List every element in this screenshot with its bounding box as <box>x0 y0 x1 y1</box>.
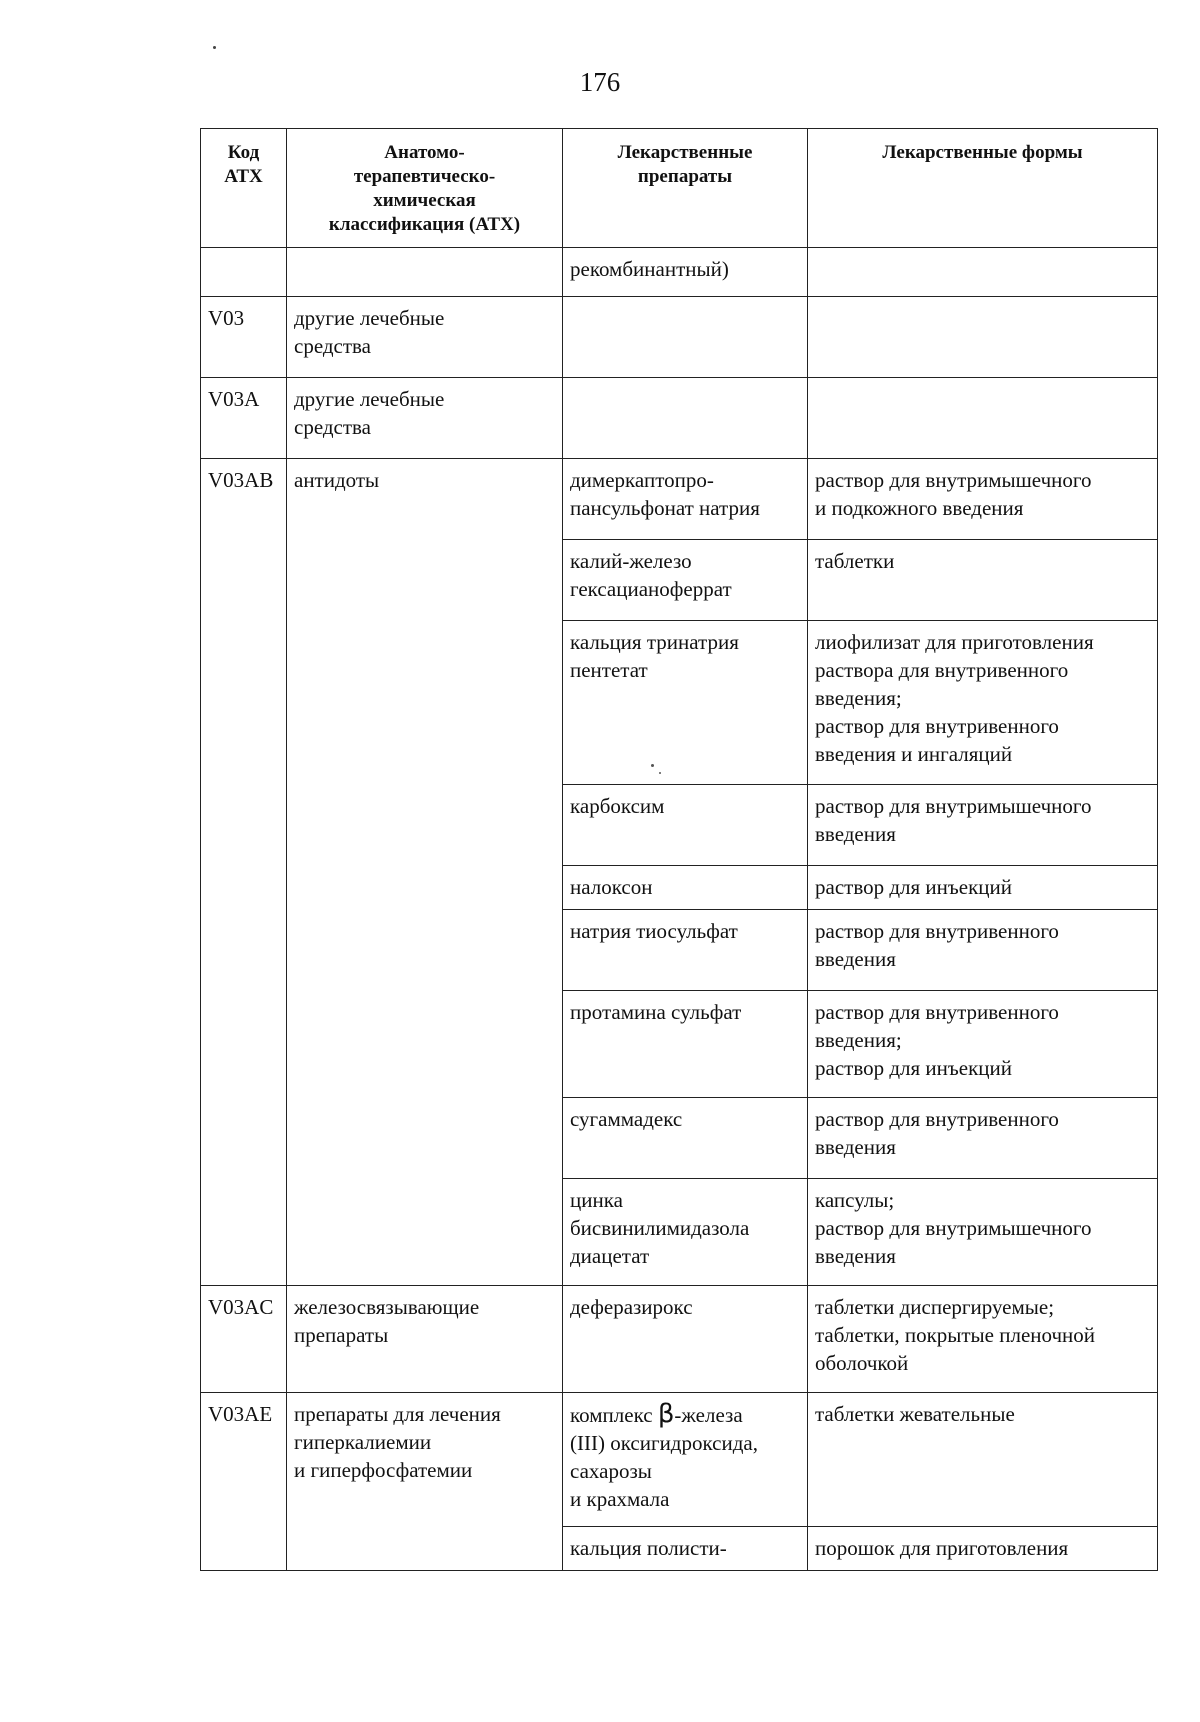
forms-cell: раствор для внутривенного введения <box>808 910 1158 991</box>
forms-cell: раствор для внутримышечного и подкожного введения <box>808 459 1158 540</box>
forms-cell: таблетки жевательные <box>808 1393 1158 1527</box>
table-row <box>201 1286 1158 1393</box>
table-header-row <box>201 129 1158 248</box>
code-cell <box>201 248 287 297</box>
forms-cell: раствор для инъекций <box>808 866 1158 910</box>
drug-cell: протамина сульфат <box>563 991 808 1098</box>
table-row <box>201 248 1158 297</box>
table-row <box>201 459 1158 540</box>
drug-cell <box>563 297 808 378</box>
drug-cell: комплекс β-железа (III) оксигидроксида, сахарозы и крахмала <box>563 1393 808 1527</box>
classification-cell: антидоты <box>287 459 563 1286</box>
classification-cell: другие лечебные средства <box>287 378 563 459</box>
forms-cell: раствор для внутримышечного введения <box>808 785 1158 866</box>
forms-cell <box>808 248 1158 297</box>
header-classification: Анатомо- терапевтическо- химическая классификация (АТХ) <box>287 129 563 248</box>
drug-cell: сугаммадекс <box>563 1098 808 1179</box>
code-cell: V03AC <box>201 1286 287 1393</box>
drug-cell <box>563 378 808 459</box>
drug-line-beta: комплекс β-железа <box>570 1399 743 1429</box>
drug-cell: рекомбинантный) <box>563 248 808 297</box>
code-cell: V03A <box>201 378 287 459</box>
classification-cell: другие лечебные средства <box>287 297 563 378</box>
header-code: Код АТХ <box>201 129 287 248</box>
forms-cell: порошок для приготовления <box>808 1527 1158 1571</box>
classification-cell: железосвязывающие препараты <box>287 1286 563 1393</box>
drug-cell: димеркаптопро- пансульфонат натрия <box>563 459 808 540</box>
drug-cell: калий-железо гексацианоферрат <box>563 540 808 621</box>
forms-cell <box>808 378 1158 459</box>
forms-cell: капсулы; раствор для внутримышечного введения <box>808 1179 1158 1286</box>
beta-symbol: β <box>657 1399 675 1429</box>
code-cell: V03AB <box>201 459 287 1286</box>
classification-cell <box>287 248 563 297</box>
forms-cell: лиофилизат для приготовления раствора для внутривенного введения; раствор для внутривенного введения и ингаляций <box>808 621 1158 785</box>
code-cell: V03AE <box>201 1393 287 1571</box>
header-drugs: Лекарственные препараты <box>563 129 808 248</box>
forms-cell: раствор для внутривенного введения <box>808 1098 1158 1179</box>
atc-table <box>200 128 1158 1571</box>
drug-cell: деферазирокс <box>563 1286 808 1393</box>
drug-cell: карбоксим <box>563 785 808 866</box>
forms-cell: раствор для внутривенного введения; раствор для инъекций <box>808 991 1158 1098</box>
drug-cell: налоксон <box>563 866 808 910</box>
forms-cell <box>808 297 1158 378</box>
table-row <box>201 378 1158 459</box>
classification-cell: препараты для лечения гиперкалиемии и гиперфосфатемии <box>287 1393 563 1571</box>
table-row <box>201 1393 1158 1527</box>
forms-cell: таблетки диспергируемые; таблетки, покрытые пленочной оболочкой <box>808 1286 1158 1393</box>
drug-cell: кальция полисти- <box>563 1527 808 1571</box>
drug-cell: кальция тринатрия пентетат <box>563 621 808 785</box>
header-forms: Лекарственные формы <box>808 129 1158 248</box>
forms-cell: таблетки <box>808 540 1158 621</box>
code-cell: V03 <box>201 297 287 378</box>
page-number: 176 <box>579 67 621 97</box>
drug-cell: цинка бисвинилимидазола диацетат <box>563 1179 808 1286</box>
table-row <box>201 297 1158 378</box>
scan-speck <box>213 46 216 49</box>
drug-cell: натрия тиосульфат <box>563 910 808 991</box>
